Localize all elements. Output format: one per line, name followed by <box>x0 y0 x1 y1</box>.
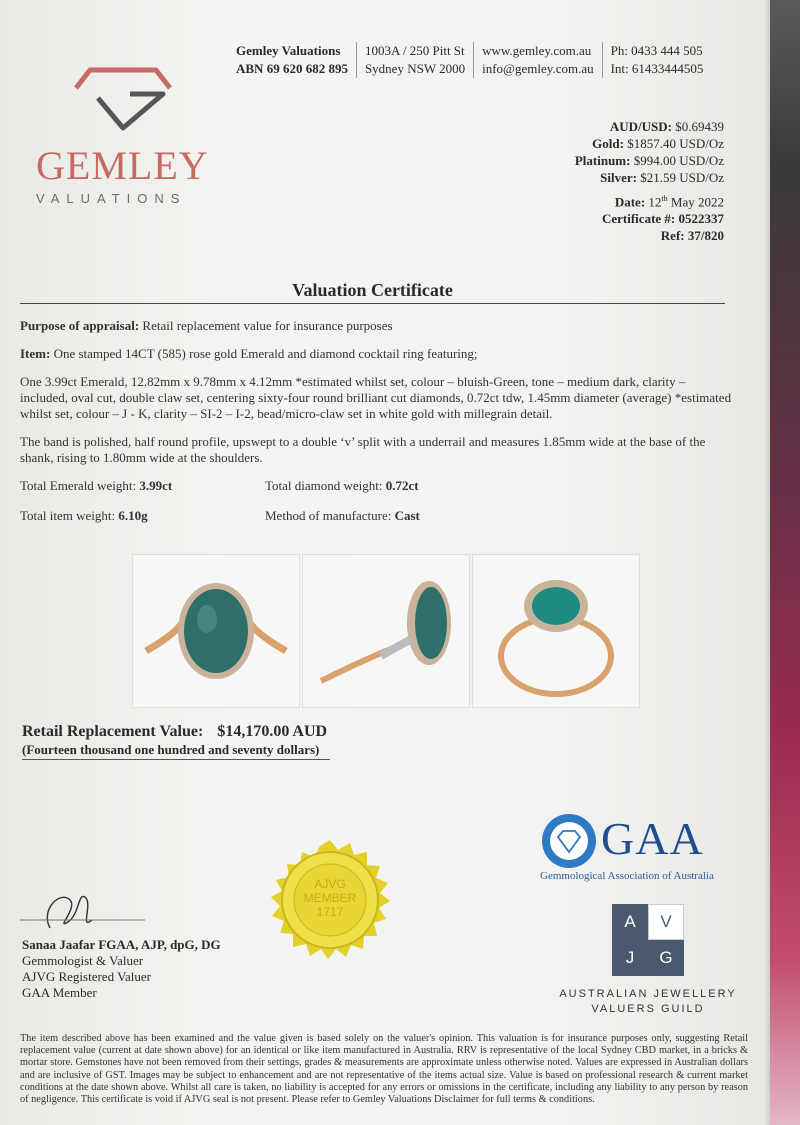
cert-date: Date: 12th May 2022 <box>614 194 724 210</box>
weights-grid <box>20 478 735 524</box>
seal-icon <box>255 838 405 988</box>
company-name: Gemley Valuations <box>236 43 341 58</box>
emerald-weight: Total Emerald weight: 3.99ct <box>20 478 173 493</box>
gaa-name: GAA <box>601 813 704 864</box>
intl-phone: Int: 61433444505 <box>610 61 704 76</box>
binder-spine <box>770 0 800 1125</box>
ring-photo-top <box>132 554 300 708</box>
manufacture-method: Method of manufacture: Cast <box>265 508 420 523</box>
retail-value <box>22 723 327 741</box>
diamond-weight: Total diamond weight: 0.72ct <box>265 478 419 493</box>
disclaimer: The item described above has been examined and the value given is based solely on the valuer's opinion. This valuation is for insurance purposes only, suggesting Retail replacement value (current at date shown above) for an identical or like item manufactured in Australia. RRV is representative of the local Sydney CBD market, in a bricks & mortar store. Gemstones have not been removed from their settings, grades & measurements are approximate unless otherwise noted. Values are expressed in Australian dollars and are inclusive of GST. Images may be subject to enhancement and are not representative of the items actual size. Value is based on professional research & current market conditions at the date shown above. Whilst all care is taken, no liability is accepted for any errors or omissions in the certificate, including any liability to any person by reason of negligence. This certificate is void if AJVG seal is not present. Please refer to Gemley Valuations Disclaimer for full terms & conditions. <box>20 1033 748 1106</box>
seal-line3: 1717 <box>316 905 344 919</box>
email: info@gemley.com.au <box>482 61 594 76</box>
avjg-logo: A V J G <box>612 904 684 976</box>
company-abn: ABN 69 620 682 895 <box>236 61 348 76</box>
signer-role3: GAA Member <box>22 985 97 1000</box>
platinum-rate: Platinum: $994.00 USD/Oz <box>574 153 724 168</box>
brand-sub: VALUATIONS <box>36 191 187 206</box>
gold-rate: Gold: $1857.40 USD/Oz <box>592 136 724 151</box>
retail-value-words: (Fourteen thousand one hundred and seventy dollars) <box>22 742 330 760</box>
certificate-body <box>20 318 735 524</box>
gemley-logo <box>36 58 209 206</box>
brand-name: GEMLEY <box>36 143 209 188</box>
aud-rate: AUD/USD: $0.69439 <box>609 119 724 134</box>
ajvg-seal <box>255 838 405 993</box>
phone-col <box>603 42 712 78</box>
cert-ref: Ref: 37/820 <box>660 228 724 244</box>
signer-block <box>22 937 221 1001</box>
web-col <box>474 42 602 78</box>
phone: Ph: 0433 444 505 <box>610 43 703 58</box>
ring-photo-side <box>302 554 470 708</box>
gem-logo-icon <box>68 58 178 138</box>
band-description: The band is polished, half round profile, upswept to a double ‘v’ split with a underrail and measures 1.85mm wide at the base of the shank, rising to 1.80mm wide at the shoulders. <box>20 434 706 465</box>
item-weight: Total item weight: 6.10g <box>20 508 148 523</box>
address-line2: Sydney NSW 2000 <box>364 61 466 76</box>
signature-icon <box>20 870 150 940</box>
contact-header <box>236 42 711 78</box>
item: Item: One stamped 14CT (585) rose gold Emerald and diamond cocktail ring featuring; <box>20 346 478 361</box>
ring-photos <box>132 554 640 708</box>
metal-rates <box>575 118 724 186</box>
gaa-full-name: Gemmological Association of Australia <box>540 870 714 882</box>
address-line1: 1003A / 250 Pitt St <box>364 43 465 58</box>
seal-line2: MEMBER <box>303 891 357 905</box>
gaa-diamond-icon <box>540 812 598 870</box>
purpose: Purpose of appraisal: Retail replacement value for insurance purposes <box>20 318 393 333</box>
certificate-meta <box>602 190 724 244</box>
avjg-name: AUSTRALIAN JEWELLERY VALUERS GUILD <box>559 988 737 1015</box>
retail-value-amount: $14,170.00 AUD <box>217 723 328 740</box>
item-description: One 3.99ct Emerald, 12.82mm x 9.78mm x 4.12mm *estimated whilst set, colour – bluish-Green, tone – medium dark, clarity – included, oval cut, double claw set, centering sixty-four round brilliant cut diamonds, 0.72ct tdw, 1.45mm diameter (average) *estimated whilst set, colour – J - K, clarity – SI-2 – I-2, bead/micro-claw set in white gold with millegrain detail. <box>20 374 732 421</box>
retail-value-label: Retail Replacement Value: <box>22 723 204 740</box>
signer-role1: Gemmologist & Valuer <box>22 953 144 968</box>
seal-line1: AJVG <box>314 877 346 891</box>
cert-number: Certificate #: 0522337 <box>601 211 724 227</box>
signer-name: Sanaa Jaafar FGAA, AJP, dpG, DG <box>22 937 221 952</box>
silver-rate: Silver: $21.59 USD/Oz <box>600 170 724 185</box>
gaa-badge <box>540 812 598 875</box>
signer-role2: AJVG Registered Valuer <box>22 969 152 984</box>
company-col <box>236 42 357 78</box>
ring-photo-back <box>472 554 640 708</box>
address-col <box>357 42 474 78</box>
signature <box>20 870 150 945</box>
website: www.gemley.com.au <box>482 43 592 58</box>
document-title: Valuation Certificate <box>20 280 725 304</box>
